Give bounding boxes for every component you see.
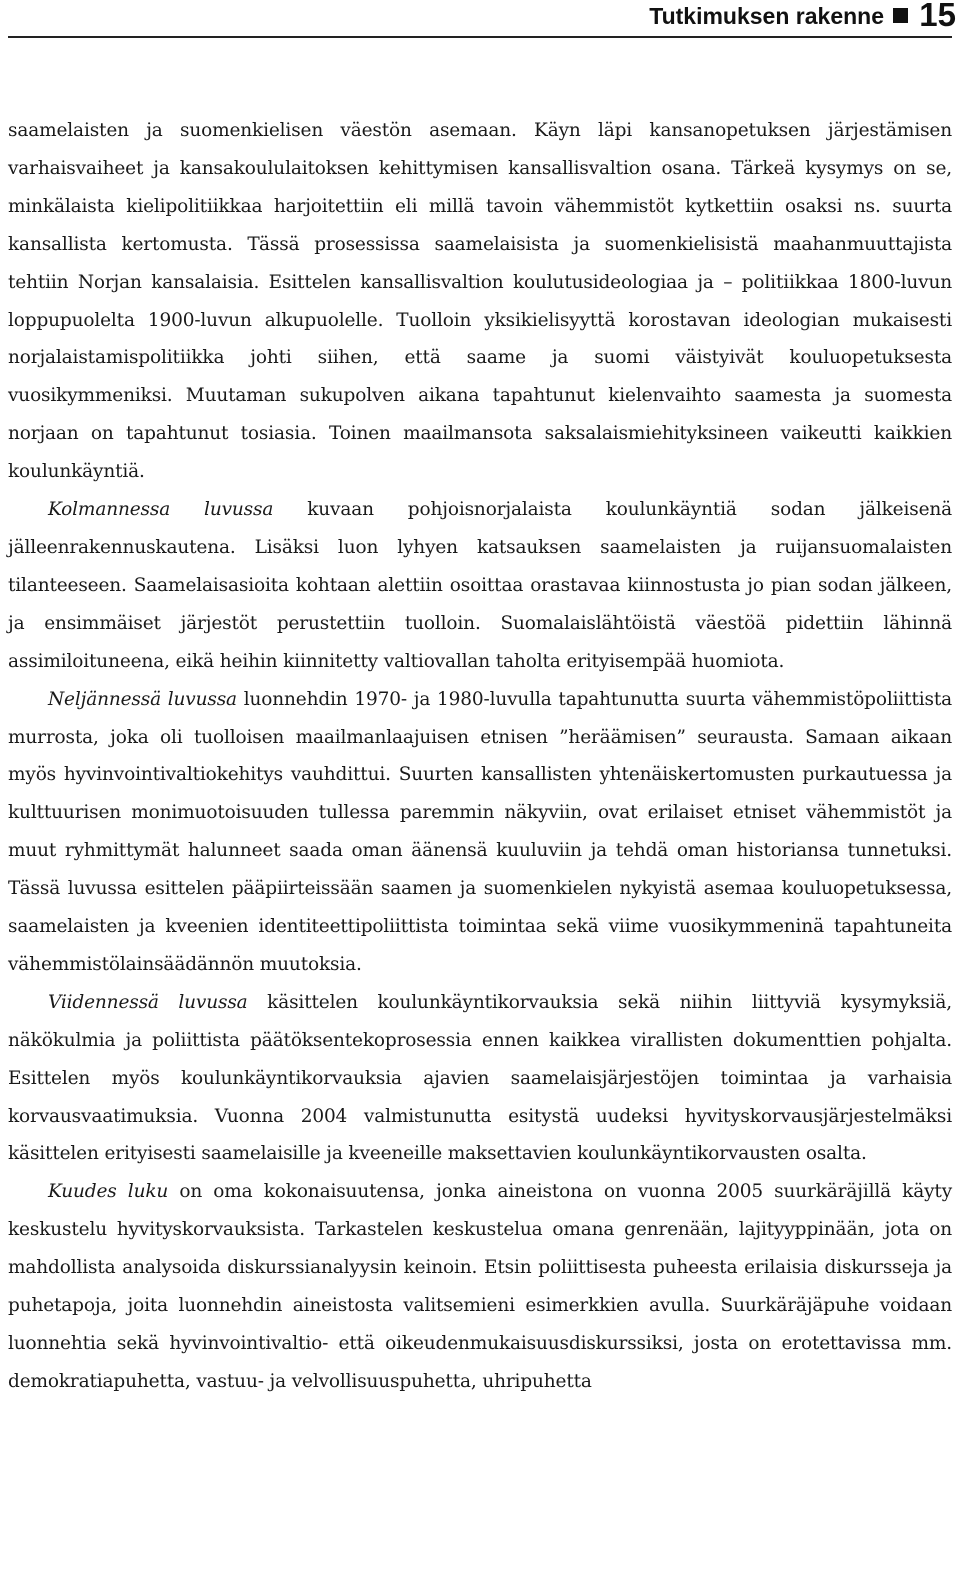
running-title: Tutkimuksen rakenne (649, 3, 884, 29)
paragraph-text: saamelaisten ja suomenkielisen väestön asemaan. Käyn läpi kansanopetuksen järjestämisen varhaisvaiheet ja kansakoululaitoksen kehittymisen kansallisvaltion osana. Tärkeä kysymys on se, minkälaista kielipolitiikkaa harjoitettiin eli millä tavoin vähemmistöt kytkettiin osaksi ns. suurta kansallista kertomusta. Tässä prosessissa saamelaisista ja suomenkielisistä maahanmuuttajista tehtiin Norjan kansalaisia. Esittelen kansallisvaltion koulutusideologiaa ja – politiikkaa 1800-luvun loppupuolelta 1900-luvun alkupuolelle. Tuolloin yksikielisyyttä korostavan ideologian mukaisesti norjalaistamispolitiikka johti siihen, että saame ja suomi väistyivät kouluopetuksesta vuosikymmeniksi. Muutaman sukupolven aikana tapahtunut kielenvaihto saamesta ja suomesta norjaan on tapahtunut tosiasia. Toinen maailmansota saksalaismiehityksineen vaikeutti kaikkien koulunkäyntiä. (8, 120, 952, 483)
body-text (8, 112, 952, 1401)
page-number: 15 (919, 0, 956, 33)
paragraph-text: käsittelen koulunkäyntikorvauksia sekä niihin liittyviä kysymyksiä, näkökulmia ja poliittista päätöksentekoprosessia ennen kaikkea virallisten dokumenttien pohjalta. Esittelen myös koulunkäyntikorvauksia ajavien saamelaisjärjestöjen toimintaa ja varhaisia korvausvaatimuksia. Vuonna 2004 valmistunutta esitystä uudeksi hyvityskorvausjärjestelmäksi käsittelen erityisesti saamelaisille ja kveeneille maksettavien koulunkäyntikorvausten osalta. (8, 991, 953, 1165)
paragraph (8, 984, 952, 1174)
paragraph (8, 112, 952, 491)
chapter-reference: Kuudes luku (48, 1181, 169, 1203)
header-rule (8, 36, 952, 38)
running-header (0, 0, 960, 36)
square-bullet-icon (893, 8, 908, 23)
chapter-reference: Viidennessä luvussa (48, 991, 248, 1013)
paragraph (8, 681, 952, 984)
paragraph (8, 1173, 952, 1400)
chapter-reference: Neljännessä luvussa (48, 688, 237, 710)
paragraph-text: luonnehdin 1970- ja 1980-luvulla tapahtunutta suurta vähemmistöpoliittista murrosta, joka oli tuolloisen maailmanlaajuisen etnisen ”heräämisen” seurausta. Samaan aikaan myös hyvinvointivaltiokehitys vauhdittui. Suurten kansallisten yhtenäiskertomusten purkautuessa ja kulttuurisen monimuotoisuuden tullessa paremmin näkyviin, ovat erilaiset etniset vähemmistöt ja muut ryhmittymät halunneet saada oman äänensä kuuluviin ja tehdä oman historiansa tunnetuksi. Tässä luvussa esittelen pääpiirteissään saamen ja suomenkielen nykyistä asemaa kouluopetuksessa, saamelaisten ja kveenien identiteettipoliittista toimintaa sekä viime vuosikymmeninä tapahtuneita vähemmistölainsäädännön muutoksia. (8, 688, 953, 975)
paragraph-text: on oma kokonaisuutensa, jonka aineistona on vuonna 2005 suurkäräjillä käyty keskustelu hyvityskorvauksista. Tarkastelen keskustelua omana genrenään, lajityyppinään, jota on mahdollista analysoida diskurssianalyysin keinoin. Etsin poliittisesta puheesta erilaisia diskursseja ja puhetapoja, joita luonnehdin aineistosta valitsemieni esimerkkien avulla. Suurkäräjäpuhe voidaan luonnehtia sekä hyvinvointivaltio- että oikeudenmukaisuusdiskurssiksi, josta on erotettavissa mm. demokratiapuhetta, vastuu- ja velvollisuuspuhetta, uhripuhetta (8, 1181, 953, 1392)
paragraph-text: kuvaan pohjoisnorjalaista koulunkäyntiä sodan jälkeisenä jälleenrakennuskautena. Lisäksi luon lyhyen katsauksen saamelaisten ja ruijansuomalaisten tilanteeseen. Saamelaisasioita kohtaan alettiin osoittaa orastavaa kiinnostusta jo pian sodan jälkeen, ja ensimmäiset järjestöt perustettiin tuolloin. Suomalaislähtöistä väestöä pidettiin lähinnä assimiloituneena, eikä heihin kiinnitetty valtiovallan taholta erityisempää huomiota. (8, 499, 953, 672)
paragraph (8, 491, 952, 681)
chapter-reference: Kolmannessa luvussa (48, 499, 274, 521)
